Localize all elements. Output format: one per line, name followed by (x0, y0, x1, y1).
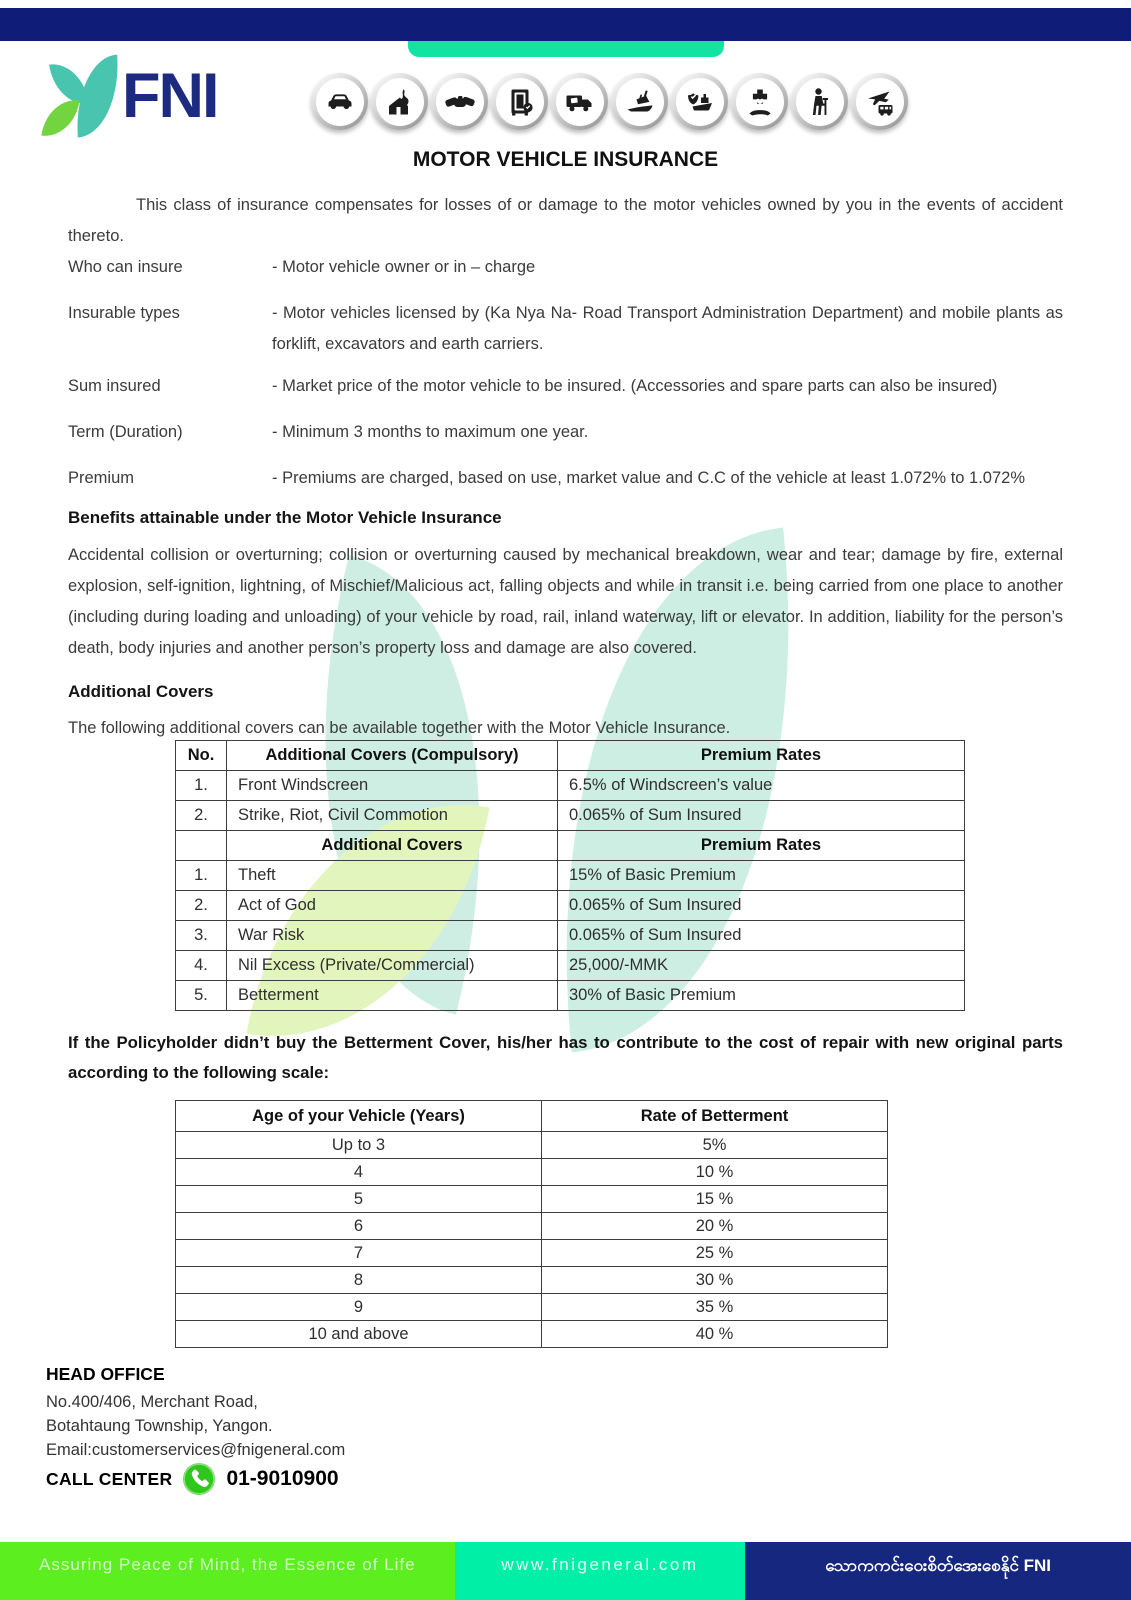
fire-insurance-house-icon (371, 73, 428, 130)
table-cell: 5. (176, 981, 227, 1011)
table-row (176, 1159, 888, 1186)
table-cell: 8 (176, 1267, 542, 1294)
definition-row (68, 252, 1063, 283)
cargo-truck-icon (551, 73, 608, 130)
personal-accident-icon (791, 73, 848, 130)
definition-list (68, 252, 1063, 509)
table-cell: 9 (176, 1294, 542, 1321)
fidelity-handshake-icon (431, 73, 488, 130)
definition-value: - Market price of the motor vehicle to be insured. (Accessories and spare parts can also be insured) (272, 377, 998, 395)
definition-term: Term (Duration) (68, 423, 183, 441)
fni-logo (44, 56, 274, 142)
travel-insurance-icon (851, 73, 908, 130)
marine-hull-shipwreck-icon (611, 73, 668, 130)
call-center-row (46, 1462, 339, 1496)
definition-value: - Premiums are charged, based on use, market value and C.C of the vehicle at least 1.072% to 1.072% (272, 469, 1025, 487)
table-cell: 5 (176, 1186, 542, 1213)
table-cell: Betterment (227, 981, 558, 1011)
badge-circle (856, 78, 904, 126)
definition-row (68, 417, 1063, 448)
table-cell: War Risk (227, 921, 558, 951)
logo-text: FNI (122, 61, 218, 131)
footer-slogan: Assuring Peace of Mind, the Essence of Life (0, 1542, 455, 1600)
badge-circle (376, 78, 424, 126)
table-row (176, 951, 965, 981)
definition-row (68, 298, 1063, 360)
table-header-row (176, 1101, 888, 1132)
table-cell: 4 (176, 1159, 542, 1186)
table-row (176, 1132, 888, 1159)
badge-circle (496, 78, 544, 126)
definition-value: - Minimum 3 months to maximum one year. (272, 423, 589, 441)
cash-in-safe-icon (491, 73, 548, 130)
table-row (176, 1213, 888, 1240)
table-cell: 30 % (542, 1267, 888, 1294)
badge-circle (736, 78, 784, 126)
table-row (176, 1321, 888, 1348)
table-cell: Front Windscreen (227, 771, 558, 801)
table-cell: Up to 3 (176, 1132, 542, 1159)
betterment-scale-table (175, 1100, 888, 1348)
table-cell: Strike, Riot, Civil Commotion (227, 801, 558, 831)
table-cell: 35 % (542, 1294, 888, 1321)
phone-icon (182, 1462, 216, 1496)
table-cell: 25,000/-MMK (558, 951, 965, 981)
logo-leaf-green-icon (41, 96, 79, 140)
additional-covers-intro: The following additional covers can be available together with the Motor Vehicle Insurance. (68, 719, 731, 737)
table-cell: 6 (176, 1213, 542, 1240)
badge-circle (316, 78, 364, 126)
footer-bar (0, 1542, 1131, 1600)
definition-row (68, 463, 1063, 494)
table-cell: 1. (176, 861, 227, 891)
additional-covers-heading: Additional Covers (68, 682, 214, 701)
table-cell: Additional Covers (Compulsory) (227, 741, 558, 771)
benefits-paragraph: Accidental collision or overturning; collision or overturning caused by mechanical breakdown, wear and tear; damage by fire, external explosion, self-ignition, lightning, of Mischief/Malicious act, falling objects and while in transit i.e. being carried from one place to another (including during loading and unloading) of your vehicle by road, rail, inland waterway, lift or elevator. In addition, liability for the person’s death, body injuries and another person’s property loss and damage are also covered. (68, 546, 1063, 657)
head-office-address-line: Botahtaung Township, Yangon. (46, 1417, 273, 1435)
table-cell: 0.065% of Sum Insured (558, 921, 965, 951)
definition-term: Premium (68, 469, 135, 487)
table-cell: 1. (176, 771, 227, 801)
table-row (176, 981, 965, 1011)
table-cell: 3. (176, 921, 227, 951)
definition-term: Sum insured (68, 377, 161, 395)
badge-circle (556, 78, 604, 126)
table-cell: 4. (176, 951, 227, 981)
table-row (176, 891, 965, 921)
head-office-block (46, 1362, 345, 1462)
table-cell: 2. (176, 891, 227, 921)
head-office-address-line: No.400/406, Merchant Road, (46, 1393, 258, 1411)
definition-row (68, 371, 1063, 402)
table-cell: 20 % (542, 1213, 888, 1240)
table-cell: 7 (176, 1240, 542, 1267)
page-title: MOTOR VEHICLE INSURANCE (412, 148, 719, 171)
betterment-note: If the Policyholder didn’t buy the Betterment Cover, his/her has to contribute to the cost of repair with new original parts according to the following scale: (68, 1033, 1063, 1082)
table-cell (176, 831, 227, 861)
table-cell: 15% of Basic Premium (558, 861, 965, 891)
definition-term: Who can insure (68, 258, 183, 276)
benefits-heading: Benefits attainable under the Motor Vehicle Insurance (68, 508, 502, 527)
table-row (176, 1267, 888, 1294)
table-row (176, 861, 965, 891)
table-cell: 5% (542, 1132, 888, 1159)
table-row (176, 1240, 888, 1267)
table-header-row (176, 741, 965, 771)
badge-circle (796, 78, 844, 126)
table-row (176, 921, 965, 951)
table-cell: 0.065% of Sum Insured (558, 801, 965, 831)
table-cell: 15 % (542, 1186, 888, 1213)
table-cell: Nil Excess (Private/Commercial) (227, 951, 558, 981)
table-cell: Act of God (227, 891, 558, 921)
table-cell: No. (176, 741, 227, 771)
marine-cargo-ship-shield-icon (671, 73, 728, 130)
intro-paragraph: This class of insurance compensates for losses of or damage to the motor vehicles owned by you in the events of accident thereto. (68, 196, 1063, 245)
badge-circle (616, 78, 664, 126)
table-cell: Additional Covers (227, 831, 558, 861)
definition-term: Insurable types (68, 304, 180, 322)
table-cell: 10 % (542, 1159, 888, 1186)
table-row (176, 801, 965, 831)
table-cell: 0.065% of Sum Insured (558, 891, 965, 921)
footer-burmese-tagline: သောကကင်းဝေးစိတ်အေးစေနိုင် FNI (745, 1542, 1131, 1600)
table-cell: 10 and above (176, 1321, 542, 1348)
definition-value: - Motor vehicle owner or in – charge (272, 258, 536, 276)
badge-circle (676, 78, 724, 126)
head-office-heading: HEAD OFFICE (46, 1364, 165, 1384)
head-office-email: Email:customerservices@fnigeneral.com (46, 1441, 346, 1459)
table-row (176, 771, 965, 801)
footer-website: www.fnigeneral.com (455, 1542, 746, 1600)
table-cell: Age of your Vehicle (Years) (176, 1101, 542, 1132)
table-cell: Theft (227, 861, 558, 891)
top-teal-tab (408, 41, 724, 57)
table-cell: Premium Rates (558, 741, 965, 771)
additional-covers-table (175, 740, 965, 1011)
call-center-number: 01-9010900 (226, 1467, 339, 1490)
badge-circle (436, 78, 484, 126)
table-cell: 25 % (542, 1240, 888, 1267)
product-icon-row (311, 73, 908, 130)
table-cell: 40 % (542, 1321, 888, 1348)
top-navy-bar (0, 8, 1131, 41)
table-cell: Rate of Betterment (542, 1101, 888, 1132)
motor-insurance-car-icon (311, 73, 368, 130)
table-row (176, 1186, 888, 1213)
health-insurance-icon (731, 73, 788, 130)
table-cell: 6.5% of Windscreen’s value (558, 771, 965, 801)
table-header-row (176, 831, 965, 861)
call-center-label: CALL CENTER (46, 1468, 173, 1489)
table-row (176, 1294, 888, 1321)
table-cell: Premium Rates (558, 831, 965, 861)
table-cell: 30% of Basic Premium (558, 981, 965, 1011)
definition-value: - Motor vehicles licensed by (Ka Nya Na- Road Transport Administration Department) and mobile plants as forklift, excavators and earth carriers. (272, 304, 1063, 353)
table-cell: 2. (176, 801, 227, 831)
